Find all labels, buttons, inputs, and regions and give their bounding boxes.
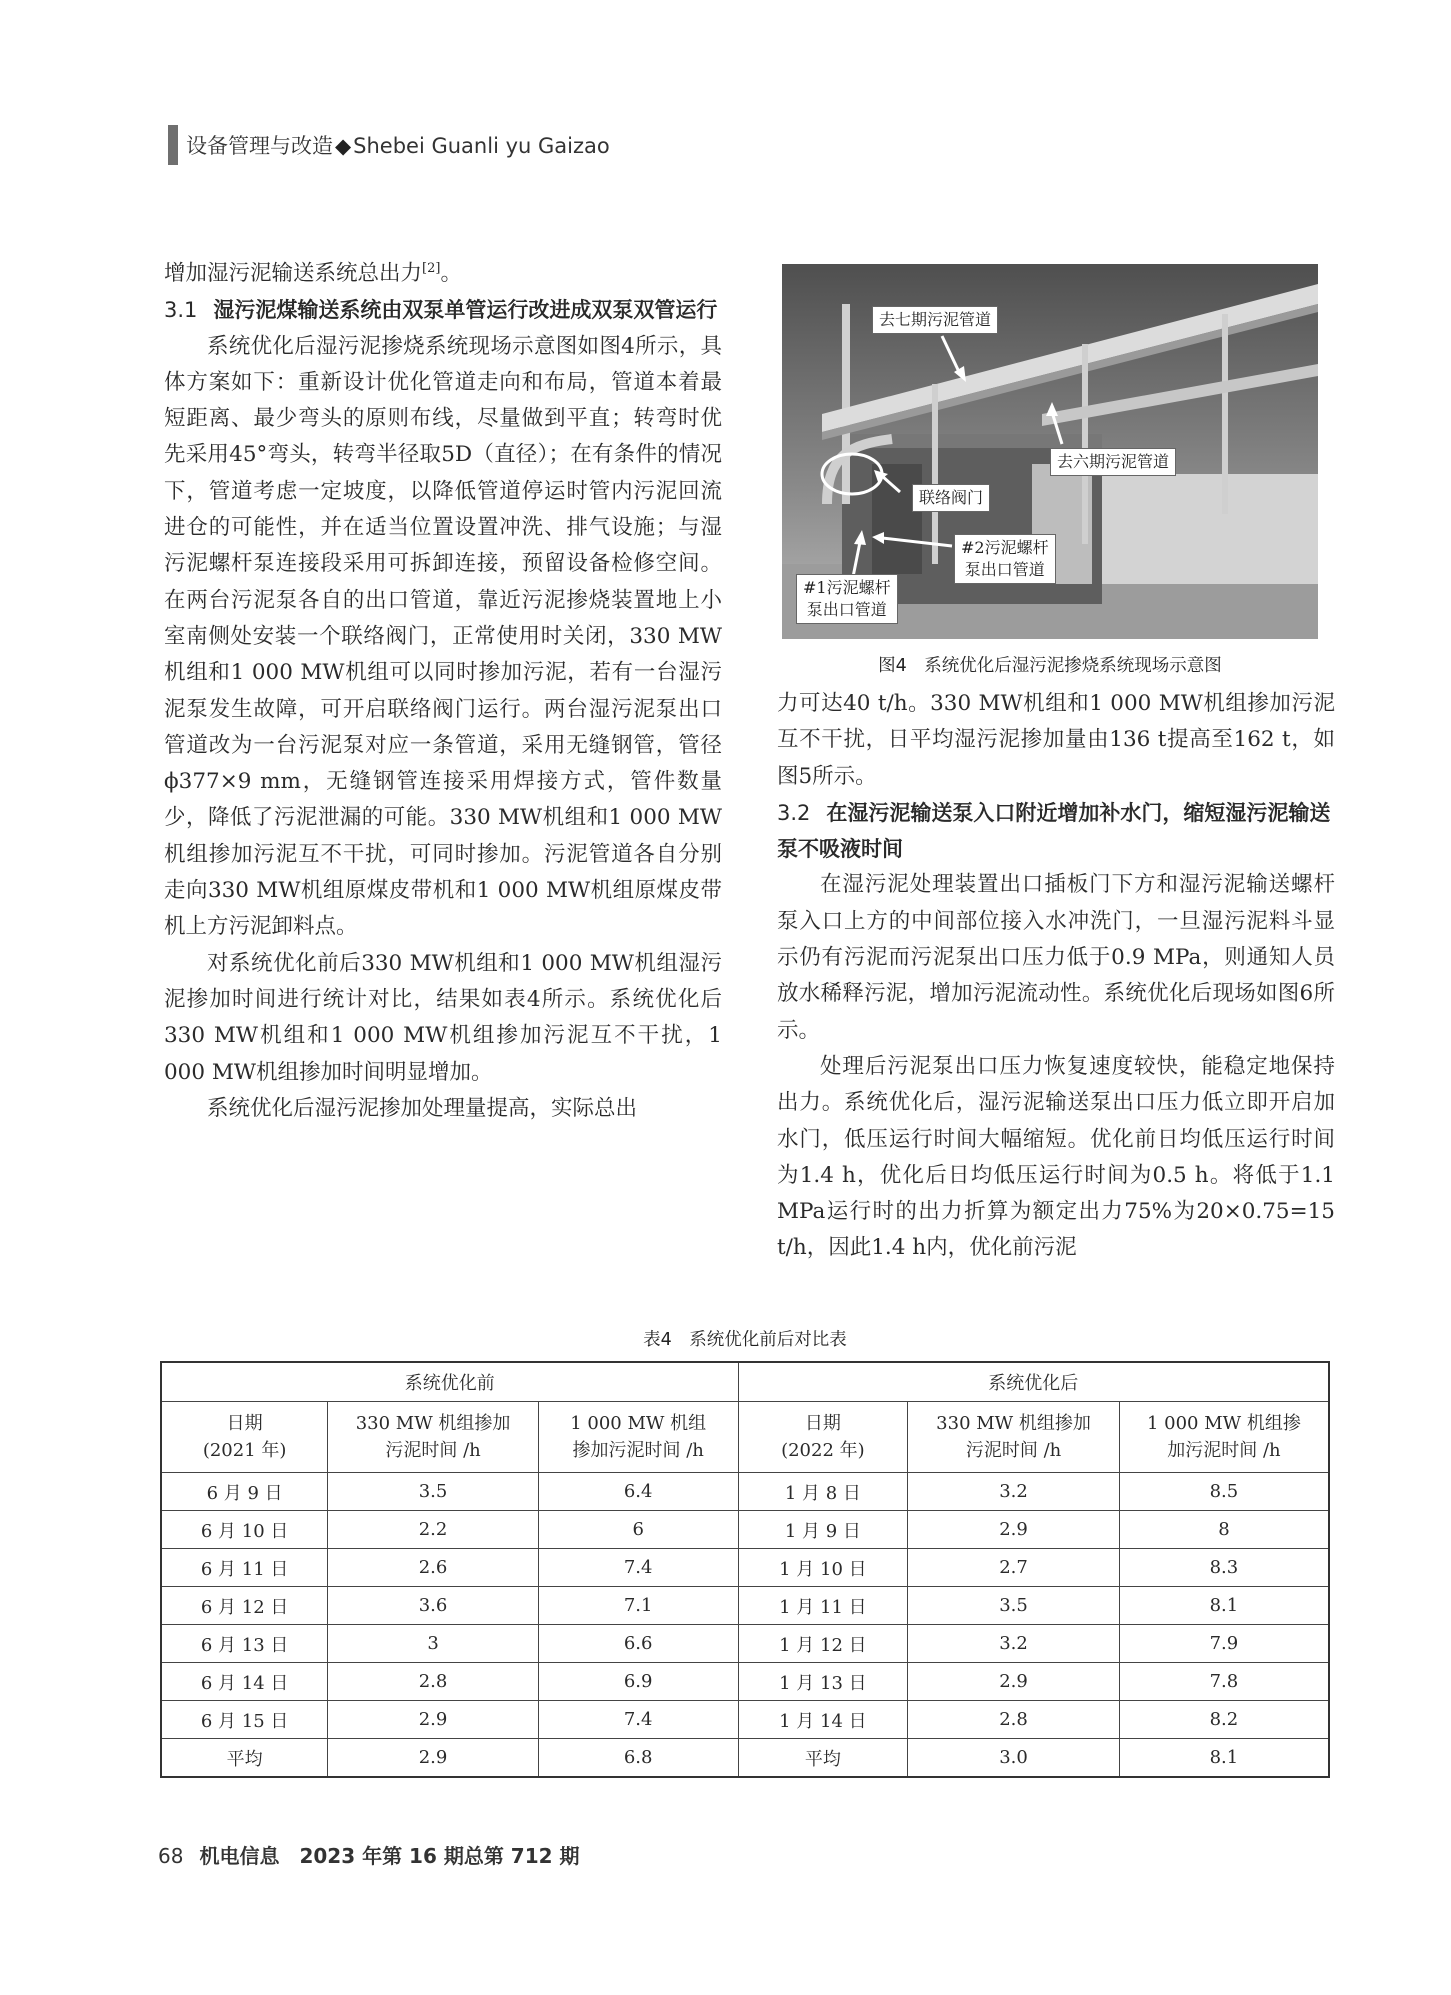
table-cell: 6.6 — [538, 1625, 738, 1663]
paragraph: 对系统优化前后330 MW机组和1 000 MW机组湿污泥掺加时间进行统计对比，结果如表4所示。系统优化后330 MW机组和1 000 MW机组掺加污泥互不干扰，1 000 MW机组掺加时间明显增加。 — [164, 950, 722, 1085]
figure-4-caption: 图4 系统优化后湿污泥掺烧系统现场示意图 — [878, 656, 1222, 676]
table-cell: 1 月 8 日 — [738, 1473, 908, 1511]
label-pump1-outlet — [796, 574, 898, 624]
paragraph-text: 增加湿污泥输送系统总出力 — [164, 261, 423, 286]
table-cell: 7.4 — [538, 1701, 738, 1739]
table-4-caption: 表4 系统优化前后对比表 — [643, 1330, 847, 1350]
table-cell: 2.9 — [908, 1663, 1120, 1701]
right-column — [777, 686, 1335, 1267]
column-header — [328, 1402, 539, 1473]
table-cell: 1 月 10 日 — [738, 1549, 908, 1587]
table-cell: 1 月 13 日 — [738, 1663, 908, 1701]
header-section-en: Shebei Guanli yu Gaizao — [353, 134, 610, 158]
label-line: #2污泥螺杆 — [961, 538, 1049, 557]
table-cell: 8.1 — [1119, 1739, 1329, 1778]
issue-info: 2023 年第 16 期总第 712 期 — [299, 1844, 580, 1868]
table-cell: 8 — [1119, 1511, 1329, 1549]
column-header — [738, 1402, 908, 1473]
table-cell: 1 月 14 日 — [738, 1701, 908, 1739]
label-to-phase6-pipe: 去六期污泥管道 — [1050, 448, 1176, 476]
column-header-line: 日期 — [226, 1413, 263, 1434]
label-line: 泵出口管道 — [806, 600, 887, 619]
label-line: 泵出口管道 — [964, 560, 1045, 579]
section-number: 3.2 — [777, 800, 811, 825]
table-column-header-row — [161, 1402, 1329, 1473]
label-line: #1污泥螺杆 — [803, 578, 891, 597]
table-cell: 2.8 — [328, 1663, 539, 1701]
section-title: 在湿污泥输送泵入口附近增加补水门，缩短湿污泥输送泵不吸液时间 — [777, 800, 1331, 862]
table-cell: 2.9 — [908, 1511, 1120, 1549]
table-row — [161, 1625, 1329, 1663]
column-header-line: 污泥时间 /h — [965, 1440, 1062, 1461]
table-cell: 1 月 11 日 — [738, 1587, 908, 1625]
table-cell: 1 月 9 日 — [738, 1511, 908, 1549]
label-to-phase7-pipe: 去七期污泥管道 — [872, 306, 998, 334]
table-row — [161, 1473, 1329, 1511]
table-cell: 6 — [538, 1511, 738, 1549]
paragraph: 处理后污泥泵出口压力恢复速度较快，能稳定地保持出力。系统优化后，湿污泥输送泵出口压力低立即开启加水门，低压运行时间大幅缩短。优化前日均低压运行时间为1.4 h，优化后日均低压运行时间为0.5 h。将低于1.1 MPa运行时的出力折算为额定出力75%为20×0.75=15 t/h，因此1.4 h内，优化前污泥 — [777, 1053, 1335, 1261]
section-heading-3-2 — [777, 795, 1335, 868]
column-header-line: (2021 年) — [202, 1440, 287, 1461]
label-connection-valve: 联络阀门 — [912, 484, 990, 512]
table-cell: 6 月 11 日 — [161, 1549, 328, 1587]
table-cell: 2.2 — [328, 1511, 539, 1549]
table-cell: 6 月 14 日 — [161, 1663, 328, 1701]
table-cell: 6 月 15 日 — [161, 1701, 328, 1739]
table-cell: 8.3 — [1119, 1549, 1329, 1587]
figure-4-photo — [782, 264, 1318, 639]
paragraph: 系统优化后湿污泥掺烧系统现场示意图如图4所示，具体方案如下：重新设计优化管道走向和布局，管道本着最短距离、最少弯头的原则布线，尽量做到平直；转弯时优先采用45°弯头，转弯半径取5D（直径）；在有条件的情况下，管道考虑一定坡度，以降低管道停运时管内污泥回流进仓的可能性，并在适当位置设置冲洗、排气设施；与湿污泥螺杆泵连接段采用可拆卸连接，预留设备检修空间。在两台污泥泵各自的出口管道，靠近污泥掺烧装置地上小室南侧处安装一个联络阀门，正常使用时关闭，330 MW机组和1 000 MW机组可以同时掺加污泥，若有一台湿污泥泵发生故障，可开启联络阀门运行。两台湿污泥泵出口管道改为一台污泥泵对应一条管道，采用无缝钢管，管径ϕ377×9 mm，无缝钢管连接采用焊接方式，管件数量少，降低了污泥泄漏的可能。330 MW机组和1 000 MW机组掺加污泥互不干扰，可同时掺加。污泥管道各自分别走向330 MW机组原煤皮带机和1 000 MW机组原煤皮带机上方污泥卸料点。 — [164, 333, 722, 940]
column-header-line: (2022 年) — [781, 1440, 865, 1461]
table-cell: 6 月 9 日 — [161, 1473, 328, 1511]
table-cell: 3.6 — [328, 1587, 539, 1625]
section-number: 3.1 — [164, 298, 198, 323]
table-cell: 3.2 — [908, 1473, 1120, 1511]
column-header-line: 330 MW 机组掺加 — [355, 1413, 511, 1434]
column-header — [908, 1402, 1120, 1473]
page-number: 68 — [158, 1844, 184, 1868]
table-cell: 平均 — [738, 1739, 908, 1778]
column-header-line: 日期 — [804, 1413, 841, 1434]
table-cell: 6 月 13 日 — [161, 1625, 328, 1663]
running-header — [186, 130, 610, 160]
table-cell: 6.9 — [538, 1663, 738, 1701]
table-cell: 3.2 — [908, 1625, 1120, 1663]
column-header-line: 污泥时间 /h — [385, 1440, 481, 1461]
group-header-after: 系统优化后 — [738, 1362, 1329, 1402]
section-heading-3-1 — [164, 292, 722, 328]
page-footer — [158, 1840, 580, 1869]
table-cell: 2.6 — [328, 1549, 539, 1587]
table-cell: 1 月 12 日 — [738, 1625, 908, 1663]
table-cell: 3.0 — [908, 1739, 1120, 1778]
table-cell: 7.1 — [538, 1587, 738, 1625]
table-cell: 8.2 — [1119, 1701, 1329, 1739]
table-cell: 6.4 — [538, 1473, 738, 1511]
table-cell: 2.7 — [908, 1549, 1120, 1587]
table-body — [161, 1473, 1329, 1778]
header-separator: ◆ — [335, 134, 352, 158]
table-row — [161, 1663, 1329, 1701]
table-cell: 2.9 — [328, 1701, 539, 1739]
table-cell: 7.9 — [1119, 1625, 1329, 1663]
column-header-line: 330 MW 机组掺加 — [936, 1413, 1091, 1434]
column-header-line: 1 000 MW 机组 — [570, 1413, 707, 1434]
table-cell: 8.5 — [1119, 1473, 1329, 1511]
comparison-table — [160, 1361, 1330, 1778]
paragraph-continuation — [164, 256, 722, 292]
column-header — [538, 1402, 738, 1473]
table-cell: 平均 — [161, 1739, 328, 1778]
table-row — [161, 1587, 1329, 1625]
column-header-line: 掺加污泥时间 /h — [572, 1440, 704, 1461]
table-cell: 3.5 — [328, 1473, 539, 1511]
table-cell: 3 — [328, 1625, 539, 1663]
table-cell: 7.8 — [1119, 1663, 1329, 1701]
group-header-before: 系统优化前 — [161, 1362, 738, 1402]
header-section-cn: 设备管理与改造 — [186, 134, 333, 158]
column-header-line: 1 000 MW 机组掺 — [1146, 1413, 1301, 1434]
left-column — [164, 256, 722, 1127]
table-cell: 8.1 — [1119, 1587, 1329, 1625]
header-bar-decoration — [168, 125, 178, 165]
table-row — [161, 1739, 1329, 1778]
table-cell: 6 月 12 日 — [161, 1587, 328, 1625]
paragraph: 在湿污泥处理装置出口插板门下方和湿污泥输送螺杆泵入口上方的中间部位接入水冲洗门，一旦湿污泥料斗显示仍有污泥而污泥泵出口压力低于0.9 MPa，则通知人员放水稀释污泥，增加污泥流动性。系统优化后现场如图6所示。 — [777, 872, 1335, 1043]
table-row — [161, 1549, 1329, 1587]
citation-ref: [2] — [422, 260, 441, 276]
column-header — [1119, 1402, 1329, 1473]
section-title: 湿污泥煤输送系统由双泵单管运行改进成双泵双管运行 — [213, 298, 718, 323]
table-row — [161, 1511, 1329, 1549]
paragraph: 系统优化后湿污泥掺加处理量提高，实际总出 — [207, 1095, 638, 1121]
table-row — [161, 1701, 1329, 1739]
journal-name: 机电信息 — [199, 1844, 280, 1868]
table-cell: 2.8 — [908, 1701, 1120, 1739]
paragraph-continuation: 力可达40 t/h。330 MW机组和1 000 MW机组掺加污泥互不干扰，日平均湿污泥掺加量由136 t提高至162 t，如图5所示。 — [777, 691, 1335, 789]
table-cell: 6 月 10 日 — [161, 1511, 328, 1549]
table-cell: 6.8 — [538, 1739, 738, 1778]
column-header — [161, 1402, 328, 1473]
table-cell: 2.9 — [328, 1739, 539, 1778]
table-cell: 7.4 — [538, 1549, 738, 1587]
paragraph-end: 。 — [440, 261, 462, 286]
table-cell: 3.5 — [908, 1587, 1120, 1625]
column-header-line: 加污泥时间 /h — [1167, 1440, 1281, 1461]
label-pump2-outlet — [954, 534, 1056, 584]
table-group-header-row — [161, 1362, 1329, 1402]
